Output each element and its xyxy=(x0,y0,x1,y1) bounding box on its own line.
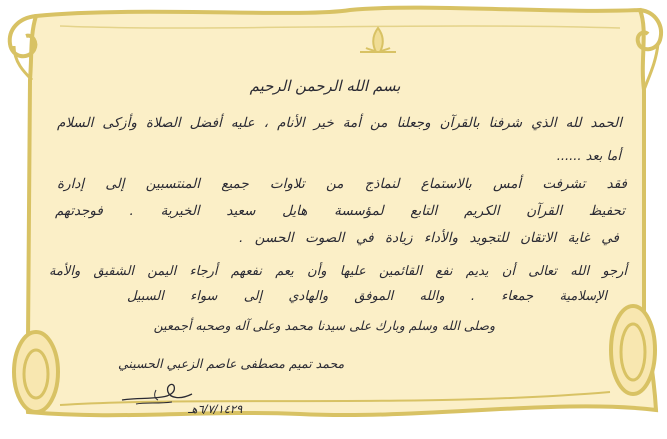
body-line-3: فقد تشرفت أمس بالاستماع لنماذج من تلاوات جميع المنتسبين إلى إدارة xyxy=(57,176,627,192)
body-line-4: تحفيظ القرآن الكريم التابع لمؤسسة هايل سعيد الخيرية . فوجدتهم xyxy=(55,203,625,219)
handwritten-signature xyxy=(118,380,196,410)
basmala: بسم الله الرحمن الرحيم xyxy=(249,77,401,95)
body-line-1: الحمد لله الذي شرفنا بالقرآن وجعلنا من أمة خير الأنام ، عليه أفضل الصلاة وأزكى السلام xyxy=(57,115,622,131)
body-line-5: في غاية الاتقان للتجويد والأداء زيادة في الصوت الحسن . xyxy=(239,230,619,246)
document-date: ٦/٧/١٤٢٩هـ xyxy=(188,402,243,416)
body-line-6: أرجو الله تعالى أن يديم نفع القائمين عليها وأن يعم نفعهم أرجاء اليمن الشقيق والأمة xyxy=(49,264,627,279)
body-line-8: وصلى الله وسلم وبارك على سيدنا محمد وعلى آله وصحبه أجمعين xyxy=(153,318,495,333)
scroll-roll-bottom-left xyxy=(14,332,58,412)
body-line-2: أما بعد ...... xyxy=(556,149,621,164)
body-line-7: الإسلامية جمعاء . والله الموفق والهادي إلى سواء السبيل xyxy=(127,289,607,304)
signatory-name: محمد تميم مصطفى عاصم الزعبي الحسيني xyxy=(118,356,345,371)
